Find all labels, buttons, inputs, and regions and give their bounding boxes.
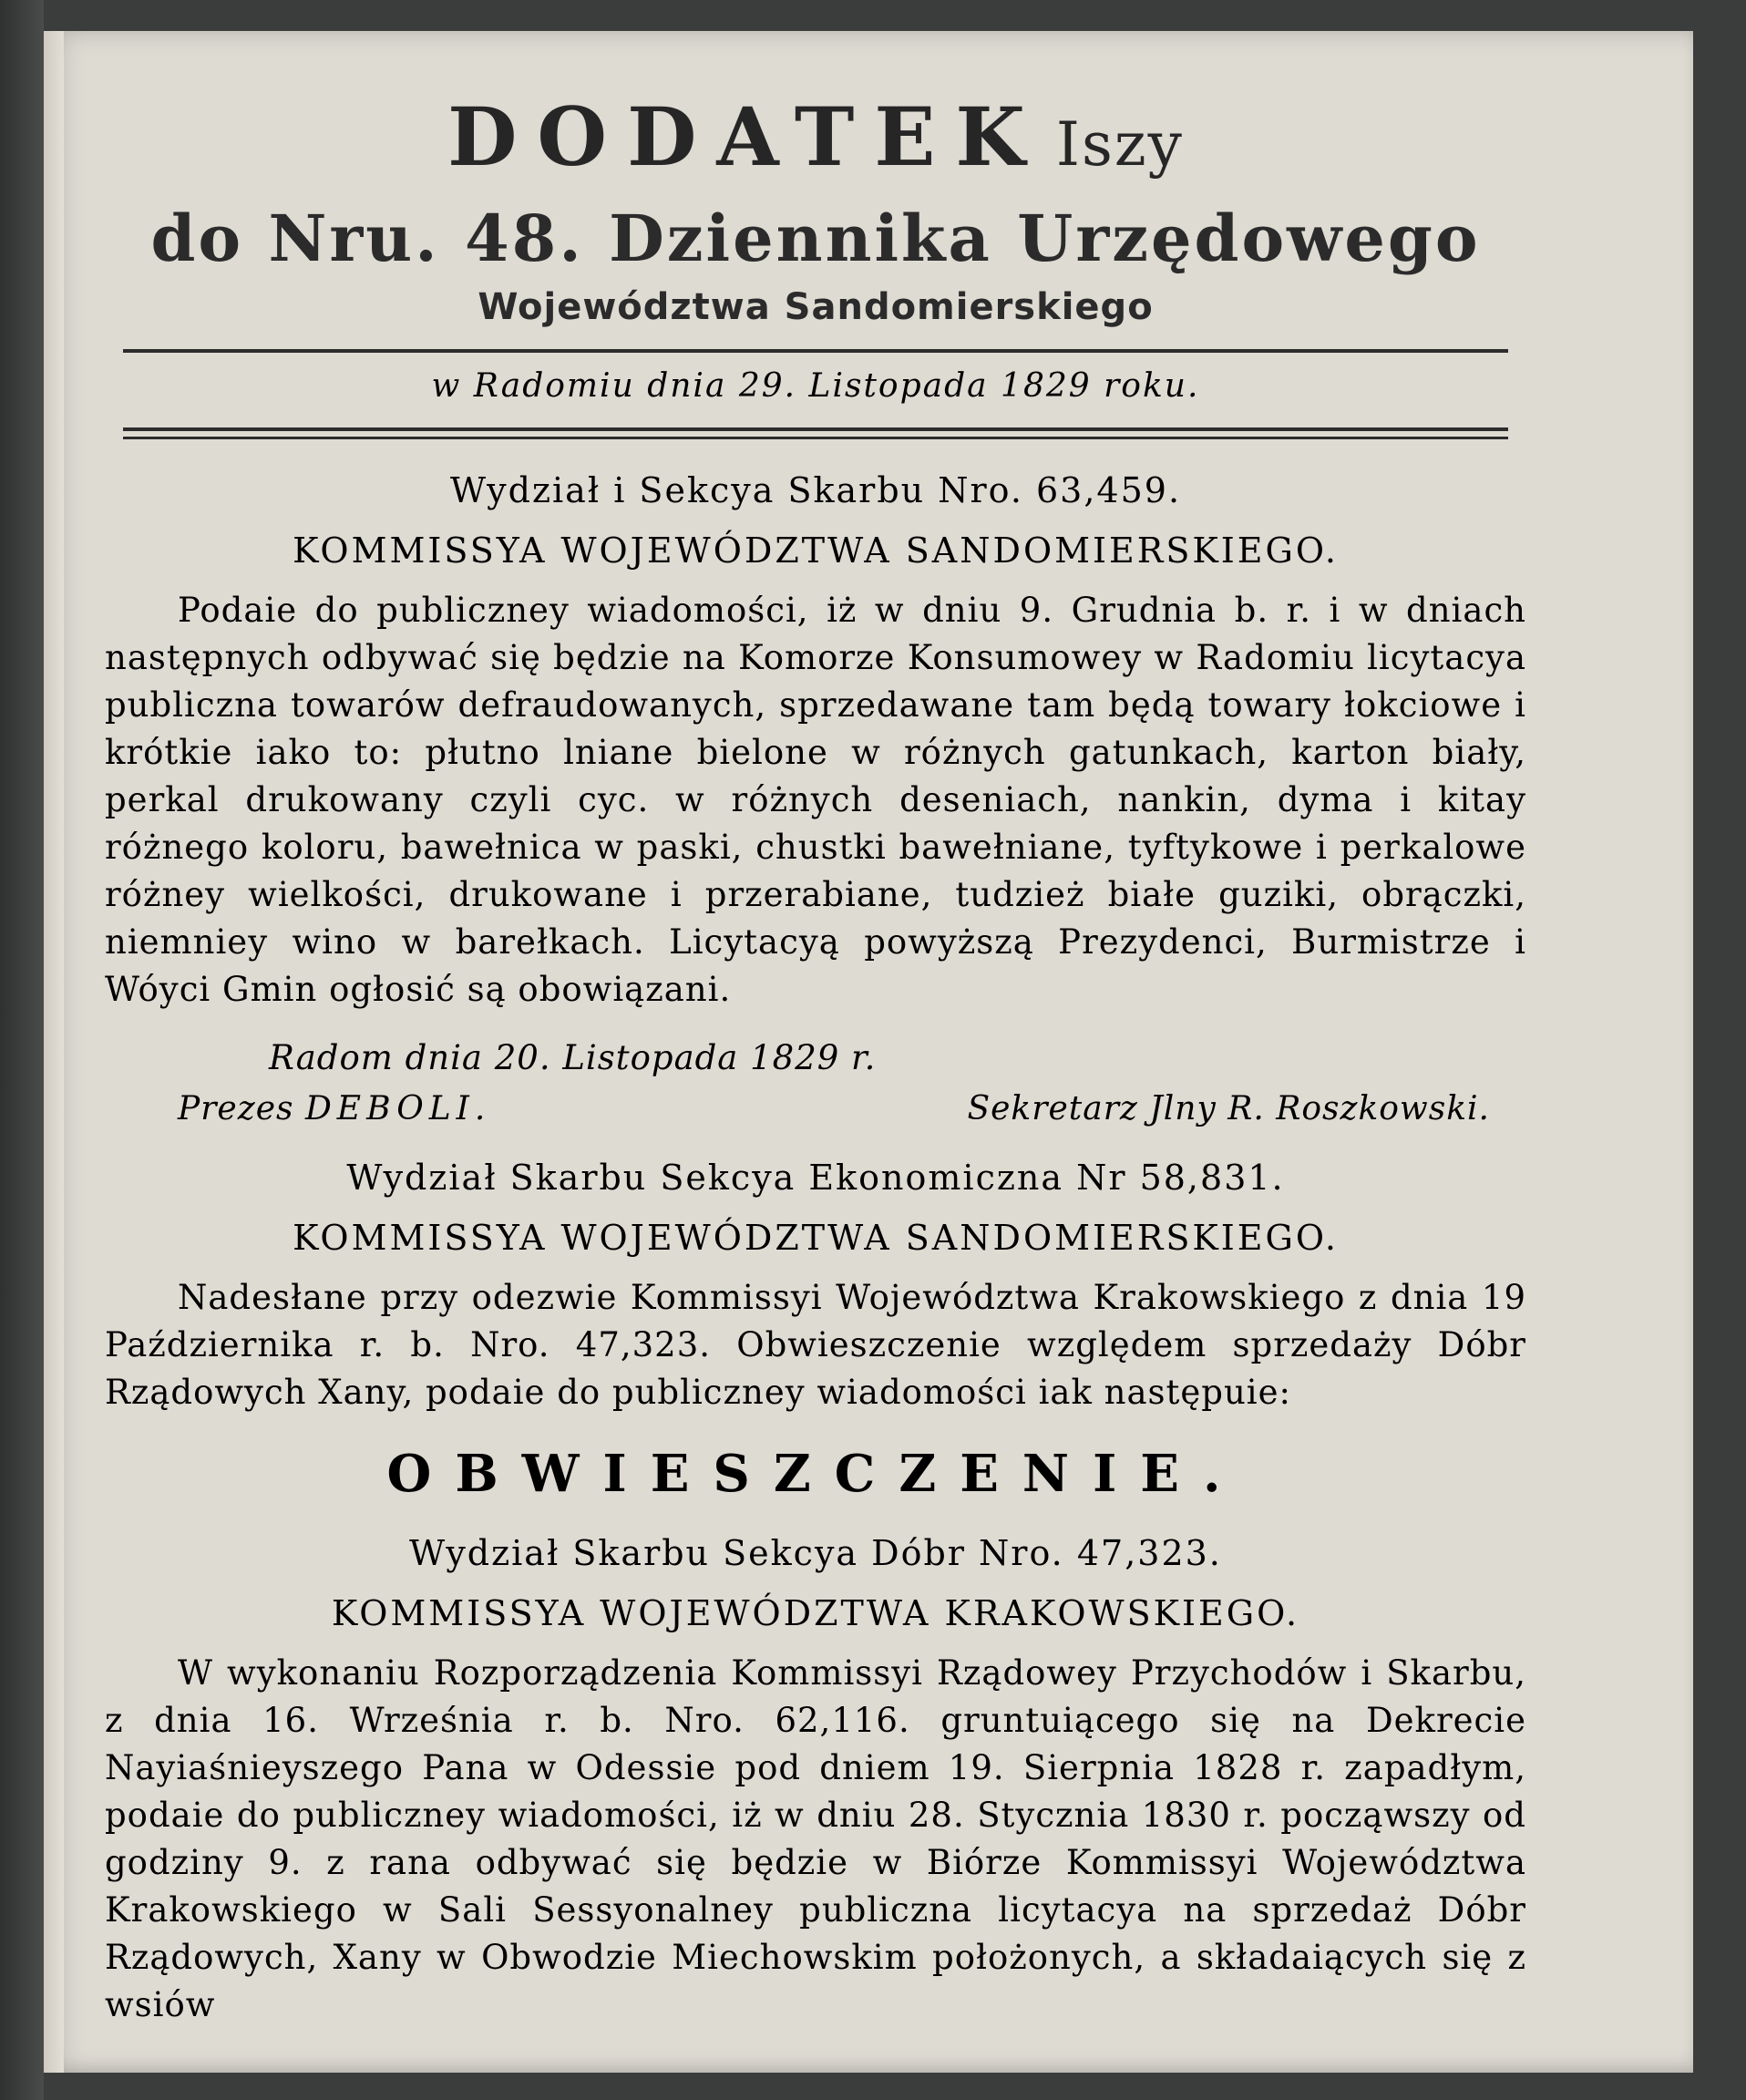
signer-left-label: Prezes	[178, 1090, 294, 1127]
notice1-authority: KOMMISSYA WOJEWÓDZTWA SANDOMIERSKIEGO.	[293, 530, 1339, 571]
masthead-suffix: Iszy	[1055, 109, 1184, 180]
proclamation-title: OBWIESZCZENIE.	[386, 1444, 1245, 1504]
masthead	[105, 91, 1526, 190]
notice1-heading: Wydział i Sekcya Skarbu Nro. 63,459.	[449, 470, 1182, 510]
page-binding-edge	[44, 31, 64, 2073]
signer-right: Sekretarz Jlny R. Roszkowski.	[967, 1090, 1490, 1127]
signer-left-name: DEBOLI.	[304, 1090, 491, 1127]
masthead-subtitle: do Nru. 48. Dziennika Urzędowego	[150, 201, 1481, 276]
scan-background	[0, 0, 44, 2100]
signer-left	[178, 1086, 490, 1132]
notice2-authority: KOMMISSYA WOJEWÓDZTWA SANDOMIERSKIEGO.	[293, 1218, 1339, 1258]
proclamation-authority: KOMMISSYA WOJEWÓDZTWA KRAKOWSKIEGO.	[331, 1593, 1300, 1633]
notice1-date: Radom dnia 20. Listopada 1829 r.	[269, 1038, 877, 1077]
notice2-heading: Wydział Skarbu Sekcya Ekonomiczna Nr 58,831.	[346, 1158, 1285, 1198]
issue-dateline: w Radomiu dnia 29. Listopada 1829 roku.	[431, 367, 1200, 405]
proclamation-heading: Wydział Skarbu Sekcya Dóbr Nro. 47,323.	[409, 1533, 1222, 1573]
notice2-text: Nadesłane przy odezwie Kommissyi Województwa Krakowskiego z dnia 19 Października r. b. Nro. 47,323. Obwieszczenie względem sprzedaży Dóbr Rządowych Xany, podaie do publiczney wiadomości iak następuie:	[105, 1278, 1526, 1412]
bottom-rule-double	[123, 437, 1508, 439]
page-content	[105, 55, 1526, 2029]
notice1-signatures	[178, 1086, 1490, 1132]
masthead-region: Województwa Sandomierskiego	[478, 286, 1154, 328]
top-rule	[123, 349, 1508, 353]
notice1-text: Podaie do publiczney wiadomości, iż w dniu 9. Grudnia b. r. i w dniach następnych odbywać się będzie na Komorze Konsumowey w Radomiu licytacya publiczna towarów defraudowanych, sprzedawane tam będą towary łokciowe i krótkie iako to: płutno lniane bielone w różnych gatunkach, karton biały, perkal drukowany czyli cyc. w różnych deseniach, nankin, dyma i kitay różnego koloru, bawełnica w paski, chustki bawełniane, tyftykowe i perkalowe różney wielkości, drukowane i przerabiane, tudzież białe guziki, obrączki, niemniey wino w barełkach. Licytacyą powyższą Prezydenci, Burmistrze i Wóyci Gmin ogłosić są obowiązani.	[105, 591, 1526, 1009]
masthead-title: DODATEK	[447, 89, 1045, 184]
proclamation-text: W wykonaniu Rozporządzenia Kommissyi Rządowey Przychodów i Skarbu, z dnia 16. Września r. b. Nro. 62,116. gruntuiącego się na Dekrecie Nayiaśnieyszego Pana w Odessie pod dniem 19. Sierpnia 1828 r. zapadłym, podaie do publiczney wiadomości, iż w dniu 28. Stycznia 1830 r. począwszy od godziny 9. z rana odbywać się będzie w Biórze Kommissyi Województwa Krakowskiego w Sali Sessyonalney publiczna licytacya na sprzedaż Dóbr Rządowych, Xany w Obwodzie Miechowskim położonych, a składaiących się z wsiów	[105, 1653, 1526, 2024]
bottom-rule	[123, 427, 1508, 431]
